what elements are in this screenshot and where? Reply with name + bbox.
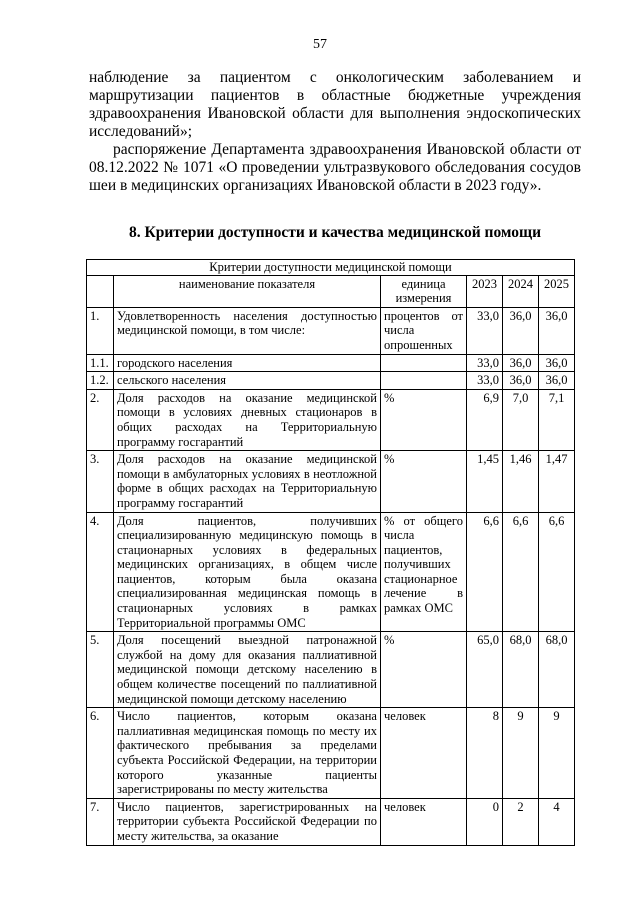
indicator-name: Доля расходов на оказание медицинской помощи в условиях дневных стационаров в общих расходах на Территориальную программу госгарантий: [114, 389, 381, 450]
table-caption-row: [87, 260, 575, 276]
table-row: [87, 307, 575, 354]
value-2025: 7,1: [539, 389, 575, 450]
page-number: 57: [313, 37, 327, 52]
value-2024: 68,0: [503, 632, 539, 708]
unit-of-measure: % от общего числа пациентов, получивших стационарное лечение в рамках ОМС: [381, 512, 467, 632]
value-2024: 7,0: [503, 389, 539, 450]
value-2025: 4: [539, 798, 575, 845]
value-2023: 33,0: [467, 354, 503, 372]
criteria-table: [86, 259, 575, 846]
unit-of-measure: %: [381, 632, 467, 708]
unit-of-measure: процентов от числа опрошенных: [381, 307, 467, 354]
indicator-name: Доля посещений выездной патронажной службой на дому для оказания паллиативной медицинской помощи детскому населению в общем количестве посещений по паллиативной медицинской помощи детскому населению: [114, 632, 381, 708]
row-number: 4.: [87, 512, 114, 632]
indicator-name: городского населения: [114, 354, 381, 372]
value-2023: 6,9: [467, 389, 503, 450]
table-row: [87, 512, 575, 632]
row-number: 2.: [87, 389, 114, 450]
header-year-2023: 2023: [467, 275, 503, 307]
indicator-name: Доля пациентов, получивших специализированную медицинскую помощь в стационарных условиях в федеральных медицинских организациях, в общем числе пациентов, которым была оказана специализированная медицинская помощь в стационарных условиях в рамках Территориальной программы ОМС: [114, 512, 381, 632]
header-year-2025: 2025: [539, 275, 575, 307]
row-number: 1.: [87, 307, 114, 354]
indicator-name: Удовлетворенность населения доступностью медицинской помощи, в том числе:: [114, 307, 381, 354]
section-title: 8. Критерии доступности и качества медицинской помощи: [128, 224, 542, 241]
unit-of-measure: %: [381, 451, 467, 512]
value-2025: 1,47: [539, 451, 575, 512]
header-num: [87, 275, 114, 307]
value-2023: 65,0: [467, 632, 503, 708]
table-row: [87, 632, 575, 708]
value-2024: 9: [503, 708, 539, 799]
indicator-name: Число пациентов, зарегистрированных на территории субъекта Российской Федерации по месту жительства, за оказание: [114, 798, 381, 845]
header-name: наименование показателя: [114, 275, 381, 307]
value-2023: 33,0: [467, 307, 503, 354]
value-2025: 9: [539, 708, 575, 799]
paragraph-1: наблюдение за пациентом с онкологическим заболеванием и маршрутизации пациентов в областные бюджетные учреждения здравоохранения Ивановской области для выполнения эндоскопических исследований»;: [89, 69, 581, 140]
value-2023: 8: [467, 708, 503, 799]
value-2023: 6,6: [467, 512, 503, 632]
table-body: [87, 307, 575, 845]
table-row: [87, 708, 575, 799]
value-2025: 68,0: [539, 632, 575, 708]
table-row: [87, 451, 575, 512]
value-2024: 6,6: [503, 512, 539, 632]
value-2025: 6,6: [539, 512, 575, 632]
table-header-row: [87, 275, 575, 307]
value-2025: 36,0: [539, 307, 575, 354]
paragraph-2: распоряжение Департамента здравоохранения Ивановской области от 08.12.2022 № 1071 «О проведении ультразвукового обследования сосудов шеи в медицинских организациях Ивановской области в 2023 году».: [89, 141, 581, 194]
table-caption: Критерии доступности медицинской помощи: [87, 260, 575, 276]
unit-of-measure: %: [381, 389, 467, 450]
value-2025: 36,0: [539, 354, 575, 372]
unit-of-measure: [381, 354, 467, 372]
table-row: [87, 354, 575, 372]
value-2023: 1,45: [467, 451, 503, 512]
value-2023: 33,0: [467, 372, 503, 390]
table-row: [87, 798, 575, 845]
indicator-name: Число пациентов, которым оказана паллиативная медицинская помощь по месту их фактического пребывания за пределами субъекта Российской Федерации, на территории которого указанные пациенты зарегистрированы по месту жительства: [114, 708, 381, 799]
value-2024: 36,0: [503, 354, 539, 372]
table-row: [87, 372, 575, 390]
row-number: 3.: [87, 451, 114, 512]
unit-of-measure: [381, 372, 467, 390]
table-row: [87, 389, 575, 450]
row-number: 5.: [87, 632, 114, 708]
value-2024: 36,0: [503, 372, 539, 390]
header-unit: единица измерения: [381, 275, 467, 307]
indicator-name: Доля расходов на оказание медицинской помощи в амбулаторных условиях в неотложной форме в общих расходах на Территориальную программу госгарантий: [114, 451, 381, 512]
indicator-name: сельского населения: [114, 372, 381, 390]
row-number: 1.1.: [87, 354, 114, 372]
value-2023: 0: [467, 798, 503, 845]
unit-of-measure: человек: [381, 708, 467, 799]
row-number: 7.: [87, 798, 114, 845]
row-number: 1.2.: [87, 372, 114, 390]
unit-of-measure: человек: [381, 798, 467, 845]
value-2024: 36,0: [503, 307, 539, 354]
value-2024: 1,46: [503, 451, 539, 512]
row-number: 6.: [87, 708, 114, 799]
header-year-2024: 2024: [503, 275, 539, 307]
value-2025: 36,0: [539, 372, 575, 390]
value-2024: 2: [503, 798, 539, 845]
